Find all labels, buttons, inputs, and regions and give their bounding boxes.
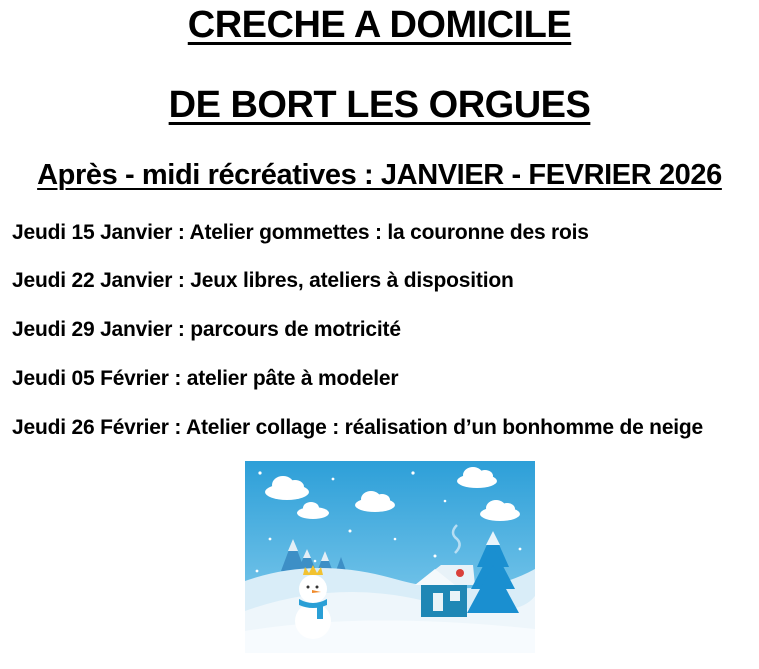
winter-scene-icon — [245, 461, 535, 653]
event-item: Jeudi 26 Février : Atelier collage : réalisation d’un bonhomme de neige — [12, 416, 704, 439]
page-subtitle: Après - midi récréatives : JANVIER - FEVRIER 2026 — [37, 159, 722, 191]
page-title-line-1: CRECHE A DOMICILE — [187, 4, 572, 46]
event-item: Jeudi 15 Janvier : Atelier gommettes : la couronne des rois — [12, 221, 589, 244]
winter-scene-illustration — [245, 461, 535, 653]
event-item: Jeudi 05 Février : atelier pâte à modeler — [12, 367, 399, 390]
event-item: Jeudi 22 Janvier : Jeux libres, ateliers à disposition — [12, 269, 514, 292]
event-item: Jeudi 29 Janvier : parcours de motricité — [12, 318, 401, 341]
page-title-line-2: DE BORT LES ORGUES — [168, 84, 591, 126]
